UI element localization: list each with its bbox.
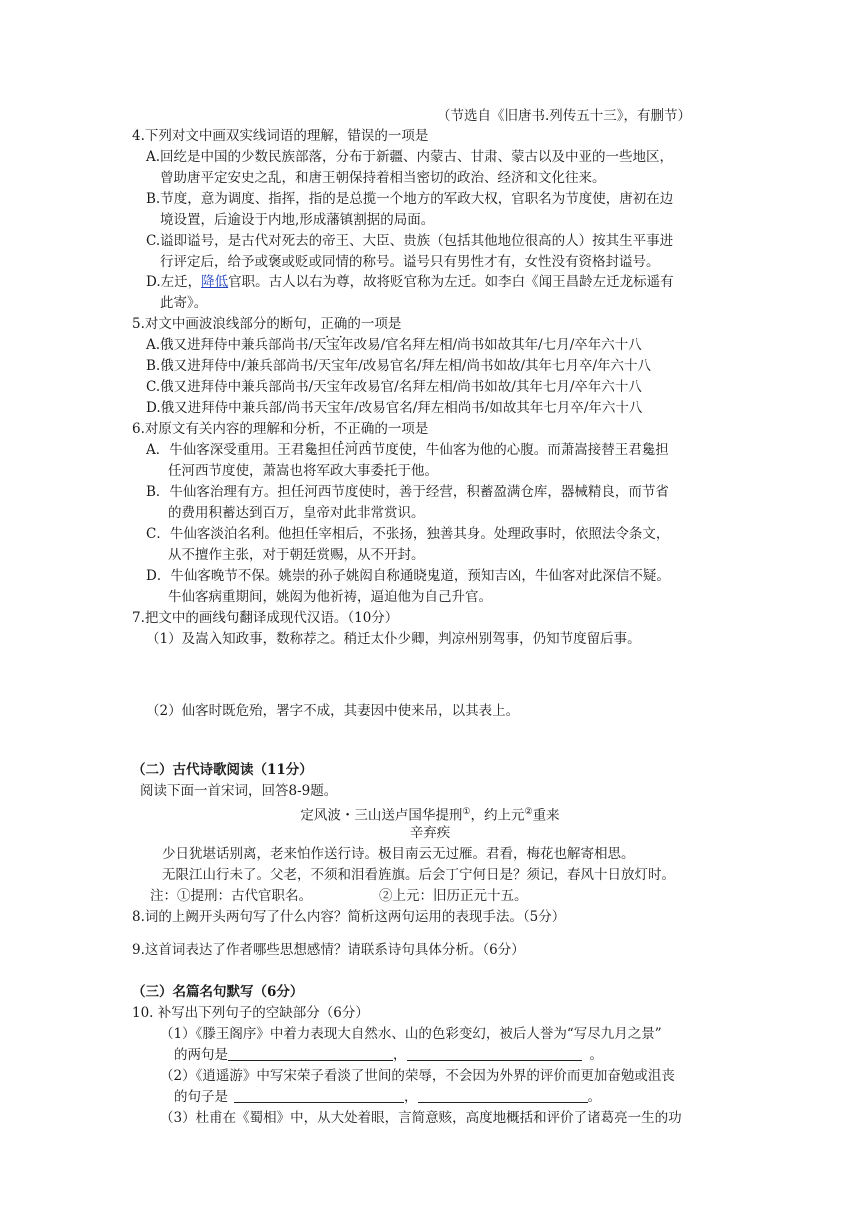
q6-emphasis-char-1: 不 — [333, 421, 348, 437]
poem-intro: 阅读下面一首宋词，回答8-9题。 — [140, 783, 338, 799]
q10-item-3-line1: （3）杜甫在《蜀相》中，从大处着眼，言简意赅，高度地概括和评价了诸葛亮一生的功 — [160, 1110, 682, 1126]
poem-line-2: 无限江山行未了。父老，不须和泪看旌旗。后会丁宁何日是？须记，春风十日放灯时。 — [162, 867, 675, 883]
q4-option-b-line1: B.节度，意为调度、指挥，指的是总揽一个地方的军政大权，官职名为节度使，唐初在边 — [146, 191, 674, 207]
q5-stem-prefix: 5.对文中画波浪线部分的断句， — [132, 316, 321, 332]
q6-option-d-line1: D．牛仙客晚节不保。姚崇的孙子姚闳自称通晓鬼道，预知吉凶，牛仙客对此深信不疑。 — [146, 568, 670, 584]
q6-option-b-line1: B．牛仙客治理有方。担任河西节度使时，善于经营，积蓄盈满仓库，器械精良，而节省 — [146, 484, 669, 500]
q6-option-c-line2: 从不擅作主张，对于朝廷赏赐，从不开封。 — [168, 547, 425, 563]
q4-stem: 4.下列对文中画双实线词语的理解，错误的一项是 — [132, 128, 429, 144]
q4-option-d-line1 — [146, 272, 674, 292]
q5-option-d: D.俄又进拜侍中兼兵部/尚书天宝年/改易官名/拜左相尚书/如故其年七月卒/年六十八 — [146, 400, 643, 416]
q6-option-d-line2: 牛仙客病重期间，姚闳为他祈祷，逼迫他为自己升官。 — [168, 589, 492, 605]
q6-stem — [132, 419, 428, 439]
q6-option-c-line1: C．牛仙客淡泊名利。他担任宰相后，不张扬，独善其身。处理政事时，依照法令条文， — [146, 526, 670, 542]
q4-option-a-line1: A.回纥是中国的少数民族部落，分布于新疆、内蒙古、甘肃、蒙古以及中亚的一些地区， — [146, 149, 674, 165]
hyperlink-jiangdi[interactable]: 降低 — [201, 274, 229, 290]
poem-title-main: 定风波・三山送卢国华提刑 — [300, 807, 463, 824]
answer-blank-2b[interactable] — [418, 1088, 588, 1103]
answer-blank-2a[interactable] — [234, 1088, 404, 1103]
q6-stem-prefix: 6.对原文有关内容的理解和分析， — [132, 421, 334, 437]
q4-option-a-line2: 曾助唐平定安史之乱，和唐王朝保持着相当密切的政治、经济和文化往来。 — [160, 170, 606, 186]
source-note: （节选自《旧唐书.列传五十三》，有删节） — [437, 108, 692, 124]
q5-stem — [132, 314, 401, 334]
q10-item-2-line2 — [174, 1087, 601, 1107]
q5-stem-suffix: 的一项是 — [347, 316, 402, 332]
q4-option-d-line2: 此寄》。 — [160, 295, 208, 311]
section-2-heading: （二）古代诗歌阅读（11分） — [132, 762, 313, 778]
footnote-marker-2: ② — [524, 807, 533, 817]
q10-item-2-separator: ， — [404, 1089, 418, 1105]
q10-item-1-separator: ， — [393, 1047, 407, 1063]
q5-option-c: C.俄又进拜侍中兼兵部尚书/天宝年改易官/名拜左相/尚书如故/其年七月/卒年六十八 — [146, 379, 642, 395]
q4-option-c-line1: C.谥即谥号，是古代对死去的帝王、大臣、贵族（包括其他地位很高的人）按其生平事进 — [146, 233, 674, 249]
section-3-heading: （三）名篇名句默写（6分） — [132, 984, 304, 1000]
poem-line-1: 少日犹堪话别离，老来怕作送行诗。极目南云无过雁。君看，梅花也解寄相思。 — [162, 846, 635, 862]
poem-title — [0, 802, 860, 826]
q7-stem: 7.把文中的画线句翻译成现代汉语。（10分） — [132, 610, 399, 626]
q10-item-2-prefix: 的句子是 — [174, 1089, 228, 1105]
q6-option-a-line2: 任河西节度使，萧嵩也将军政大事委托于他。 — [168, 463, 438, 479]
poem-note-1: 注：①提刑：古代官职名。 — [150, 888, 312, 904]
q6-option-b-line2: 的费用积蓄达到百万，皇帝对此非常赏识。 — [168, 505, 425, 521]
q10-item-2-end: 。 — [587, 1089, 601, 1105]
q10-item-1-line2 — [174, 1045, 603, 1065]
q9-stem: 9.这首词表达了作者哪些思想感情？请联系诗句具体分析。（6分） — [132, 942, 525, 958]
answer-blank-1b[interactable] — [407, 1046, 582, 1061]
q10-item-2-line1: （2）《逍遥游》中写宋荣子看淡了世间的荣辱，不会因为外界的评价而更加奋勉或沮丧 — [160, 1068, 675, 1084]
q5-option-b: B.俄又进拜侍中/兼兵部尚书/天宝年/改易官名/拜左相/尚书如故/其年七月卒/年六十八 — [146, 358, 652, 374]
q7-sentence-1: （1）及嵩入知政事，数称荐之。稍迁太仆少卿，判凉州别驾事，仍知节度留后事。 — [146, 631, 641, 647]
q4-option-b-line2: 境设置，后逾设于内地,形成藩镇割据的局面。 — [160, 212, 435, 228]
q10-item-1-prefix: 的两句是 — [174, 1047, 228, 1063]
q6-emphasis-char-3: 确 — [360, 421, 375, 437]
poem-title-mid: ，约上元 — [470, 807, 525, 824]
q5-emphasis-char-1: 正 — [320, 316, 334, 332]
q10-item-1-end: 。 — [589, 1047, 603, 1063]
poem-title-end: 重来 — [532, 807, 560, 824]
q4-option-d-rest: 官职。古人以右为尊，故将贬官称为左迁。如李白《闻王昌龄左迁龙标遥有 — [228, 274, 674, 290]
footnote-marker-1: ① — [462, 807, 471, 817]
q8-stem: 8.词的上阙开头两句写了什么内容？简析这两句运用的表现手法。（5分） — [132, 909, 566, 925]
q10-stem: 10. 补写出下列句子的空缺部分（6分） — [132, 1005, 369, 1021]
q4-option-d-prefix: D.左迁， — [146, 274, 202, 290]
q7-sentence-2: （2）仙客时既危殆，署字不成，其妻因中使来吊，以其表上。 — [146, 703, 520, 719]
q10-item-1-line1: （1）《滕王阁序》中着力表现大自然水、山的色彩变幻，被后人誉为“写尽九月之景” — [160, 1026, 662, 1042]
answer-blank-1a[interactable] — [228, 1046, 393, 1061]
q6-option-a-line1: A．牛仙客深受重用。王君毚担任河西节度使，牛仙客为他的心腹。而萧嵩接替王君毚担 — [146, 442, 669, 458]
q6-stem-suffix: 的一项是 — [374, 421, 429, 437]
poem-note-2: ②上元：旧历正元十五。 — [379, 888, 528, 904]
q6-emphasis-char-2: 正 — [347, 421, 361, 437]
q4-option-c-line2: 行评定后，给予或褒或贬或同情的称号。谥号只有男性才有，女性没有资格封谥号。 — [160, 254, 660, 270]
poem-author: 辛弃疾 — [409, 825, 451, 841]
q5-option-a: A.俄又进拜侍中兼兵部尚书/天宝年改易/官名拜左相/尚书如故其年/七月/卒年六十八 — [146, 337, 642, 353]
q5-emphasis-char-2: 确 — [333, 316, 348, 332]
